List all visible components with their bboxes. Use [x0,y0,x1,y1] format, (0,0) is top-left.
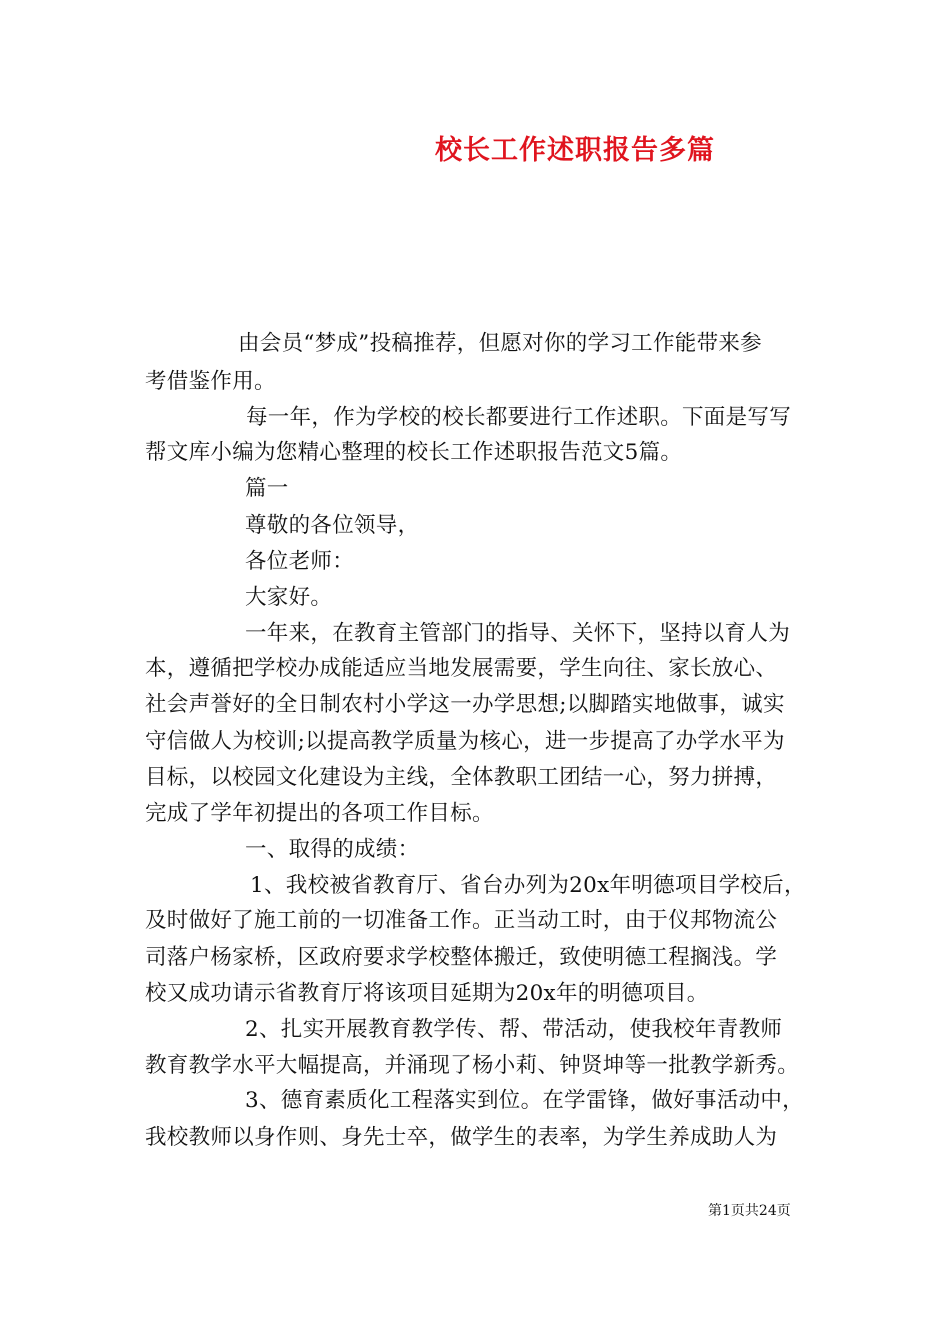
text-line: 校又成功请示省教育厅将该项目延期为20x年的明德项目。 [145,981,709,1006]
text-line: 帮文库小编为您精心整理的校长工作述职报告范文5篇。 [145,440,683,465]
text-line: 教育教学水平大幅提高，并涌现了杨小莉、钟贤坤等一批教学新秀。 [145,1053,800,1078]
text-line: 社会声誉好的全日制农村小学这一办学思想;以脚踏实地做事，诚实 [145,692,785,717]
text-line: 及时做好了施工前的一切准备工作。正当动工时，由于仪邦物流公 [145,908,778,933]
page-title: 校长工作述职报告多篇 [435,135,715,166]
text-line: 一年来，在教育主管部门的指导、关怀下，坚持以育人为 [245,621,791,646]
text-line: 3、德育素质化工程落实到位。在学雷锋，做好事活动中， [245,1088,804,1113]
text-line: 每一年，作为学校的校长都要进行工作述职。下面是写写 [246,405,792,430]
text-line: 各位老师： [245,549,355,574]
text-line: 完成了学年初提出的各项工作目标。 [145,801,494,826]
text-line: 尊敬的各位领导， [245,513,420,538]
text-line: 篇一 [245,476,289,501]
page-number-footer: 第1页共24页 [708,1203,791,1219]
text-line: 守信做人为校训;以提高教学质量为核心，进一步提高了办学水平为 [145,729,785,754]
text-line: 由会员“梦成”投稿推荐，但愿对你的学习工作能带来参 [238,331,762,356]
text-line: 大家好。 [245,585,333,610]
text-line: 司落户杨家桥，区政府要求学校整体搬迁，致使明德工程搁浅。学 [145,945,778,970]
text-line: 本，遵循把学校办成能适应当地发展需要，学生向往、家长放心、 [145,656,778,681]
text-line: 1、我校被省教育厅、省台办列为20x年明德项目学校后， [250,873,806,898]
text-line: 目标，以校园文化建设为主线，全体教职工团结一心，努力拼搏， [145,765,778,790]
text-line: 考借鉴作用。 [145,369,276,394]
text-line: 我校教师以身作则、身先士卒，做学生的表率，为学生养成助人为 [145,1125,778,1150]
text-line: 2、扎实开展教育教学传、帮、带活动，使我校年青教师 [245,1017,783,1042]
section-heading: 一、取得的成绩： [245,837,420,862]
